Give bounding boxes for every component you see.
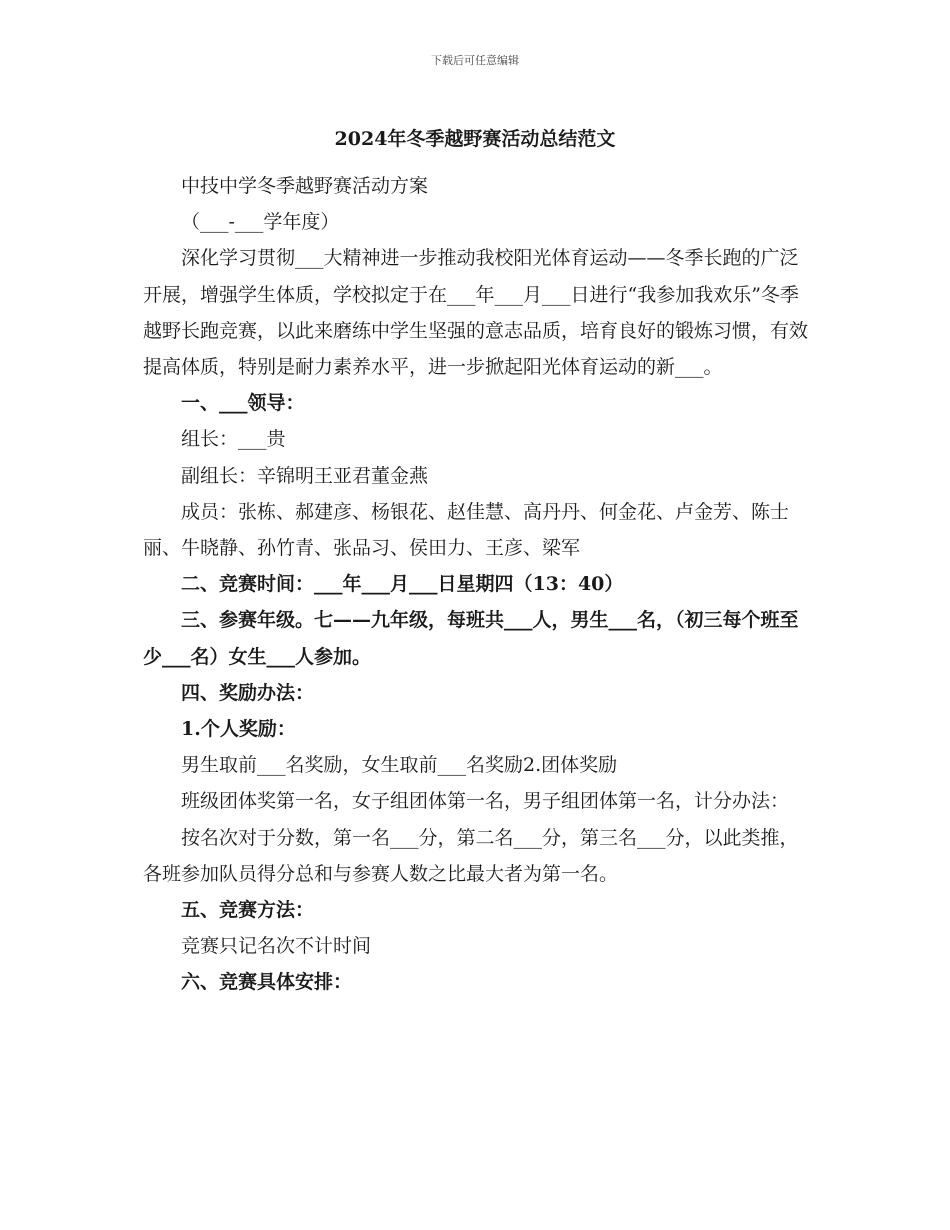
document-body: [143, 168, 810, 1001]
paragraph-team-award: 班级团体奖第一名，女子组团体第一名，男子组团体第一名，计分办法：: [181, 790, 790, 813]
paragraph-deputy-leaders: 副组长：辛锦明王亚君董金燕: [181, 464, 429, 487]
section-heading-arrangement: 六、竞赛具体安排：: [181, 971, 353, 994]
document-title: 2024年冬季越野赛活动总结范文: [334, 128, 616, 150]
paragraph-plan-name: 中技中学冬季越野赛活动方案: [181, 175, 429, 197]
paragraph-scoring: 按名次对于分数，第一名___分，第二名___分，第三名___分，以此类推，各班参加队员得分总和与参赛人数之比最大者为第一名。: [143, 826, 799, 885]
section-heading-leadership: 一、___领导：: [181, 392, 305, 415]
section-heading-time: 二、竞赛时间：___年___月___日星期四（13：40）: [181, 573, 624, 596]
subheading-individual-award: 1.个人奖励：: [181, 718, 296, 741]
paragraph-intro: 深化学习贯彻___大精神进一步推动我校阳光体育运动——冬季长跑的广泛开展，增强学生体质，学校拟定于在___年___月___日进行“我参加我欢乐”冬季越野长跑竞赛，以此来磨练中学生坚强的意志品质，培育良好的锻炼习惯，有效提高体质，特别是耐力素养水平，进一步掀起阳光体育运动的新___。: [143, 247, 809, 379]
paragraph-school-year: （___-___学年度）: [181, 211, 340, 234]
paragraph-members: 成员：张栋、郝建彦、杨银花、赵佳慧、高丹丹、何金花、卢金芳、陈士丽、牛晓静、孙竹青、张品习、侯田力、王彦、梁军: [143, 500, 790, 560]
paragraph-leader: 组长：___贵: [181, 428, 286, 451]
section-heading-method: 五、竞赛方法：: [181, 899, 315, 922]
paragraph-method: 竞赛只记名次不计时间: [181, 935, 372, 958]
page-header: 下载后可任意编辑: [431, 54, 519, 67]
section-heading-grades: 三、参赛年级。七——九年级，每班共___人，男生___名，（初三每个班至少___名）女生___人参加。: [143, 609, 799, 668]
paragraph-individual-award: 男生取前___名奖励，女生取前___名奖励2.团体奖励: [181, 754, 618, 777]
section-heading-awards: 四、奖励办法：: [181, 681, 315, 704]
